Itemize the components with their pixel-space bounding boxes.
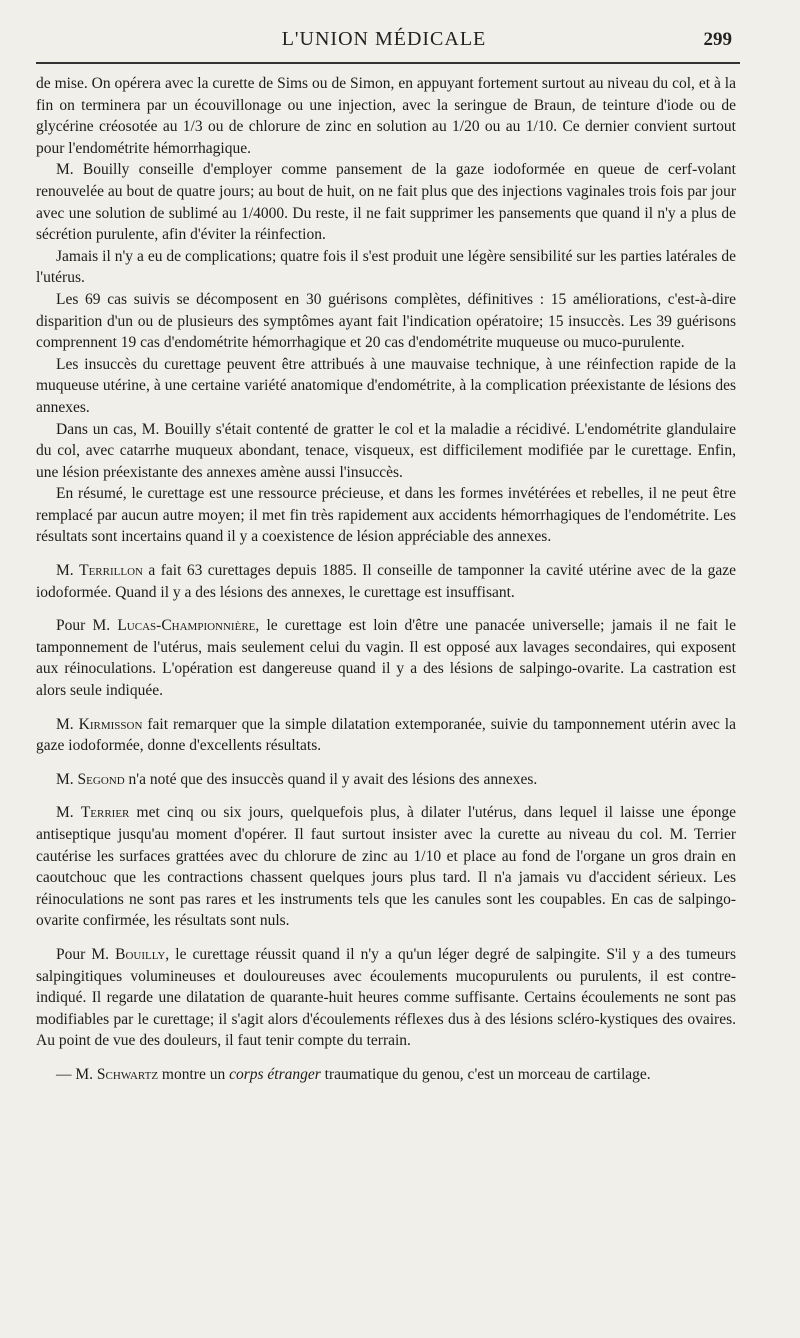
paragraph-results: Les 69 cas suivis se décomposent en 30 guérisons complètes, définitives : 15 améliorations, c'est-à-dire disparition d'un ou de plusieurs des symptômes ayant fait l'indication opératoire; 15 insuccès. Les 39 guérisons comprennent 19 cas d'endométrite hémorrhagique et 20 cas d'endométrite muqueuse ou muco-purulente. — [36, 290, 736, 352]
paragraph-lucas-championniere — [36, 615, 736, 701]
paragraph-terrier — [36, 802, 736, 932]
paragraph-segond — [36, 769, 736, 791]
paragraph-summary: En résumé, le curettage est une ressource précieuse, et dans les formes invétérées et rebelles, il ne peut être remplacé par aucun autre moyen; il met fin très rapidement aux accidents hémorrhagiques de l'endométrite. Les résultats sont incertains quand il y a coexistence de lésion appréciable des annexes. — [36, 485, 736, 546]
paragraph-recidive: Dans un cas, M. Bouilly s'était contenté de gratter le col et la maladie a récidivé. L'endométrite glandulaire du col, avec catarrhe muqueux abondant, tenace, visqueux, est difficilement modifiée par le curettage. Enfin, une lésion préexistante des annexes amène aussi l'insuccès. — [36, 420, 736, 481]
paragraph-bouilly-dressing: M. Bouilly conseille d'employer comme pansement de la gaze iodoformée en queue de cerf-volant renouvelée au bout de quatre jours; au bout de huit, on ne fait plus que des injections vaginales trois fois par jour avec une solution de sublimé au 1/4000. Du reste, il ne fait supprimer les pansements que quand il n'y a plus de sécrétion purulente, afin d'éviter la réinfection. — [36, 161, 736, 244]
paragraph-tail: traumatique du genou, c'est un morceau de cartilage. — [320, 1065, 651, 1083]
paragraph-text: , le curettage réussit quand il n'y a qu'un léger degré de salpingite. S'il y a des tumeurs salpingitiques volumineuses et douloureuses avec écoulements mucopurulents ou purulents, il est contre-indiqué. Il regarde une dilatation de quarante-huit heures comme suffisante. Certains écoulements ne sont pas modifiables par le curettage; il s'agit alors d'écoulements réflexes dus à des lésions scléro-kystiques des ovaires. Au point de vue des douleurs, il faut tenir compte du terrain. — [36, 945, 736, 1050]
paragraph-schwartz — [36, 1064, 736, 1086]
paragraph-text: met cinq ou six jours, quelquefois plus, à dilater l'utérus, dans lequel il laisse une éponge antiseptique jusqu'au moment d'opérer. Il faut surtout insister avec la curette au niveau du col. M. Terrier cautérise les surfaces grattées avec du chlorure de zinc au 1/10 et place au fond de l'organe un gros drain en caoutchouc que les contractions chassent quelques jours plus tard. Il n'a jamais vu d'accident sérieux. Les réinoculations ne sont pas rares et les instruments tels que les canules sont les coupables. En cas de salpingo-ovarite confirmée, les résultats sont nuls. — [36, 804, 736, 930]
speaker-name: Schwartz — [96, 1065, 159, 1083]
paragraph-no-complications: Jamais il n'y a eu de complications; quatre fois il s'est produit une légère sensibilité sur les parties latérales de l'utérus. — [36, 247, 736, 287]
speaker-lead: Pour M. — [56, 617, 118, 635]
paragraph-bouilly-salpingite — [36, 944, 736, 1052]
speaker-name: Lucas-Championnière — [117, 617, 256, 635]
italic-term: corps étranger — [229, 1065, 321, 1083]
speaker-lead: M. — [56, 715, 79, 733]
paragraph-terrillon — [36, 560, 736, 603]
speaker-lead: Pour M. — [56, 945, 116, 963]
speaker-lead: — M. — [56, 1065, 97, 1083]
speaker-lead: M. — [56, 770, 78, 788]
paragraph-text: a fait 63 curettages depuis 1885. Il conseille de tamponner la cavité utérine avec de la gaze iodoformée. Quand il y a des lésions des annexes, le curettage est insuffisant. — [36, 562, 736, 601]
speaker-name: Terrillon — [79, 562, 143, 580]
paragraph-text: montre un — [158, 1065, 230, 1083]
running-title: L'UNION MÉDICALE — [281, 28, 487, 50]
speaker-lead: M. — [56, 562, 80, 580]
page-number: 299 — [703, 29, 732, 50]
speaker-name: Kirmisson — [78, 715, 143, 733]
speaker-name: Terrier — [80, 804, 130, 822]
speaker-lead: M. — [56, 804, 81, 822]
paragraph-failures: Les insuccès du curettage peuvent être attribués à une mauvaise technique, à une réinfection rapide de la muqueuse utérine, à une certaine variété anatomique d'endométrite, à la complication préexistante de lésions des annexes. — [36, 355, 736, 416]
header-rule — [36, 62, 740, 64]
running-header — [36, 28, 732, 62]
paragraph-text: fait remarquer que la simple dilatation extemporanée, suivie du tamponnement utérin avec la gaze iodoformée, donne d'excellents résultats. — [36, 715, 736, 755]
paragraph-text: n'a noté que des insuccès quand il y avait des lésions des annexes. — [124, 770, 538, 788]
speaker-name: Bouilly — [115, 945, 166, 963]
paragraph-curette-technique: de mise. On opérera avec la curette de Sims ou de Simon, en appuyant fortement surtout au niveau du col, et à la fin on terminera par un écouvillonage ou une injection, avec la seringue de Braun, de teinture d'iode ou de glycérine créosotée au 1/3 ou de chlorure de zinc en solution au 1/20 ou au 1/10. Ce dernier convient surtout pour l'endométrite hémorrhagique. — [36, 75, 736, 157]
speaker-name: Segond — [77, 770, 125, 788]
paragraph-kirmisson — [36, 714, 736, 757]
paragraph-text: , le curettage est loin d'être une panacée universelle; jamais il ne fait le tamponnement de l'utérus, mais seulement celui du vagin. Il est opposé aux lavages secondaires, qui exposent aux réinoculations. L'opération est dangereuse quand il y a des lésions de salpingo-ovarite. La castration est alors seule indiquée. — [36, 617, 736, 700]
body-text — [36, 73, 736, 1086]
